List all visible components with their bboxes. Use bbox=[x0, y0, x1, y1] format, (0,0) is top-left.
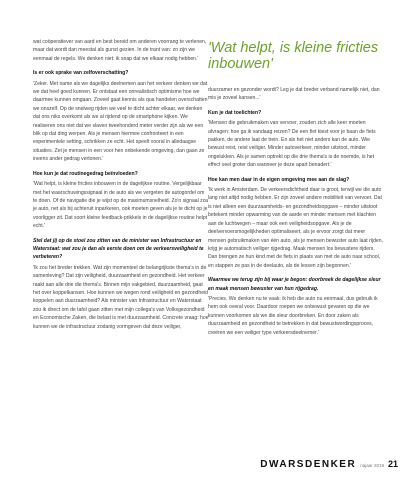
interview-answer: 'Mensen die gebruikmaken van vervoer, zouden zich alle keer moeten afvragen: hoe ga ik vandaag reizen? De een fiet kiest voor je baan de fiets pakken, de andere laat de trein. En als het niet anders kan de auto. Wie bewust reist, reist veiliger. Minder autoverkeer, minder uitstoot, minder ongelukken. Als je samen optrekt op die drie thema's is de noemde, is het effect veel groter dan wanneer je deze apart benadert.' bbox=[208, 120, 376, 169]
interview-answer: 'Precies. We denken nu te vaak: ik heb die auto nu eenmaal, dus gebruik ik hem ook overal voor. Daardoor roepen we onbewust gevaren op die we kunnen voorkomen als we die sleur doorbreken. En door zaken als duurzaamheid en gezondheid te betrekken in dat bewustwordingsproces, creëren we een veiliger type verkeersdeelnemer.' bbox=[208, 295, 378, 336]
pull-quote: 'Wat helpt, is kleine fricties inbouwen' bbox=[208, 40, 379, 72]
interview-answer: 'Ik zou het breder trekken. Wat zijn momenteel de belangrijkste thema's in de samenleving? Dat zijn veiligheid, duurzaamheid en gezondheid. Het verkeer raakt aan alle drie die thema's. Binnen mijn vakgebied, duurzaamheid, gaat het over koppelkansen. Hoe kunnen we wegen rond veiligheid en gezondheid koppelen aan duurzaamheid? Als minister van Infrastructuur en Waterstaat zou ik direct om de tafel gaan zitten met mijn collega's van Volksgezondheid en Economische Zaken, die belast is met duurzaamheid. Concrete vraag: hoe kunnen we de infrastructuur zodanig vormgeven dat deze veiliger, bbox=[33, 264, 209, 330]
page-number: 21 bbox=[387, 459, 398, 469]
interview-answer: 'Zeker. Met name als we dagelijks deelnemen aan het verkeer denken we dat we dat heel goed kunnen. Er ontstaat een onrealistisch optimisme hoe we daarmee kunnen omgaan. Zoveel gaat kennis als qua handelen overschatten we onszelf. Op de snelweg rijden we veel te dicht achter elkaar, we denken dat ons niks overkomt als we al rijdend op de smartphone kijken. We realiseren ons niet dat we slaven tweehonderd meter verder zijn als we een blik op dat ding werpen. Als je mensen hiermee confronteert in een experimentele setting, schrikken ze echt. Het speelt vooral in alledaagse situaties. Zet je mensen in een voor hen onbekende omgeving, dan gaan ze ineens ander gedrag vertonen.' bbox=[33, 80, 208, 163]
right-column bbox=[208, 40, 384, 343]
issue-label: najaar 2019 bbox=[360, 463, 384, 468]
interview-answer: 'Wat helpt, is kleine fricties inbouwen in de dagelijkse routine. Vergelijkbaar met het waarschuwingssignaal in de auto als we vergeten de autogordel om te doen. Of de navigatie die je wijst op de maximumsnelheid. Zo'n signaal zou je auto, net als bij achteruit inparkeren, ook moeten geven als je te dicht op je voorligger zit. Dat soort kleine feedback-prikkels in de dagelijkse routine helpt echt.' bbox=[33, 181, 209, 230]
interview-question: Hoe kan men daar in de eigen omgeving mee aan de slag? bbox=[208, 176, 350, 183]
interview-question: Is er ook sprake van zelfoverschatting? bbox=[33, 70, 129, 77]
left-column bbox=[33, 38, 209, 337]
paragraph: wat coöperatiever van aard en best bereid om anderen voorrang te verlenen, maar dat wordt dan meestal als gunst gezien. In de trant van: zo zijn we eenmaal de regels. We denken niet: ik snap dat we elkaar nodig hebben.' bbox=[33, 39, 207, 62]
interview-question: Hoe kun je dat routinegedrag beïnvloeden? bbox=[33, 170, 138, 177]
page-footer bbox=[260, 459, 398, 470]
interview-question: Kun je dat toelichten? bbox=[208, 109, 262, 116]
interview-answer: 'Ik werk in Amsterdam. De verkeersdichtheid daar is groot, terwijl we die auto lang niet altijd nodig hebben. Er zijn zoveel andere mobiliteit van vervoer. Dat is niet alleen een duurzaamheids- en gezondheidsopgave – minder uitstoot betekent minder opwarming van de aarde en minder mensen met klachten aan de luchtwegen – maar ook een veiligheidsopgave. Als je de deelvervoersmogelijkheden optimaliseert, als je ervoor zorgt dat meer mensen gebruikmaken van één auto, als je mensen bewuster auto laat rijden, krijg je automatisch veiliger rijgedrag. Maak mensen los bewustere rijders. Dan brengen ze hun kind met de fiets in plaats van met de auto naar school, en stappen ze pas in de deelauto, als de lessen zijn begonnen.' bbox=[208, 187, 383, 269]
magazine-brand: DWARSDENKER bbox=[260, 459, 357, 470]
interview-question: Waarmee we terug zijn bij waar je begon: doorbreek de dagelijkse sleur en maak mensen bewuster van hun rijgedrag. bbox=[208, 277, 381, 292]
paragraph: duurzamer en gezonder wordt? Leg je dat breder verband namelijk niet, dan mis je zoveel kansen...' bbox=[208, 87, 380, 102]
interview-question: Stel dat jij op de stoel zou zitten van de minister van Infrastructuur en Waterstaat: wat zou je dan als eerste doen om de verkeersveiligheid te verbeteren? bbox=[33, 237, 204, 261]
